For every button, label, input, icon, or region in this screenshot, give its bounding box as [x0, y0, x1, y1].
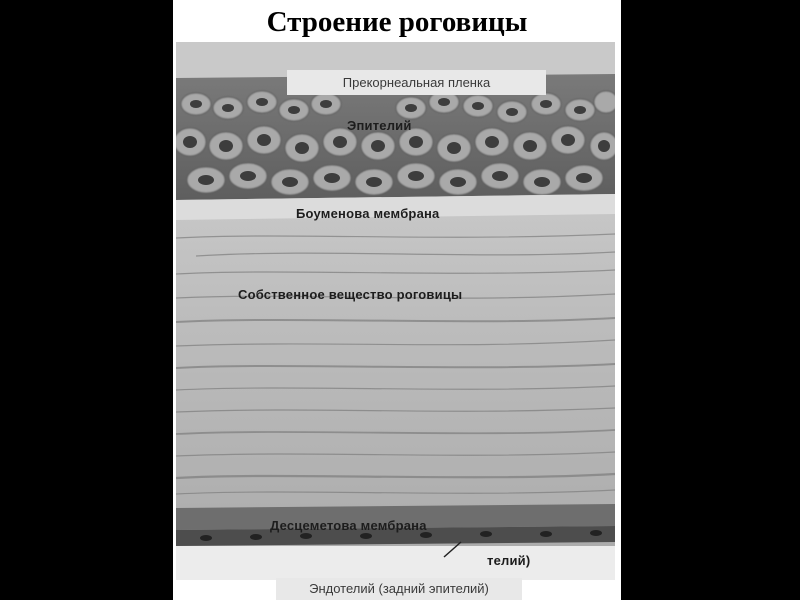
- bowman-membrane-label: Боуменова мембрана: [296, 206, 440, 221]
- descemet-membrane-label: Десцеметова мембрана: [270, 518, 427, 533]
- endothelium-label: Эндотелий (задний эпителий): [276, 578, 522, 600]
- anterior-chamber: [176, 546, 615, 580]
- epithelium-label: Эпителий: [347, 118, 412, 133]
- stroma-label: Собственное вещество роговицы: [238, 287, 463, 302]
- endothelium-partial-label: телий): [487, 553, 531, 568]
- slide-title: Строение роговицы: [173, 0, 621, 40]
- precorneal-film-label: Прекорнеальная пленка: [287, 70, 546, 95]
